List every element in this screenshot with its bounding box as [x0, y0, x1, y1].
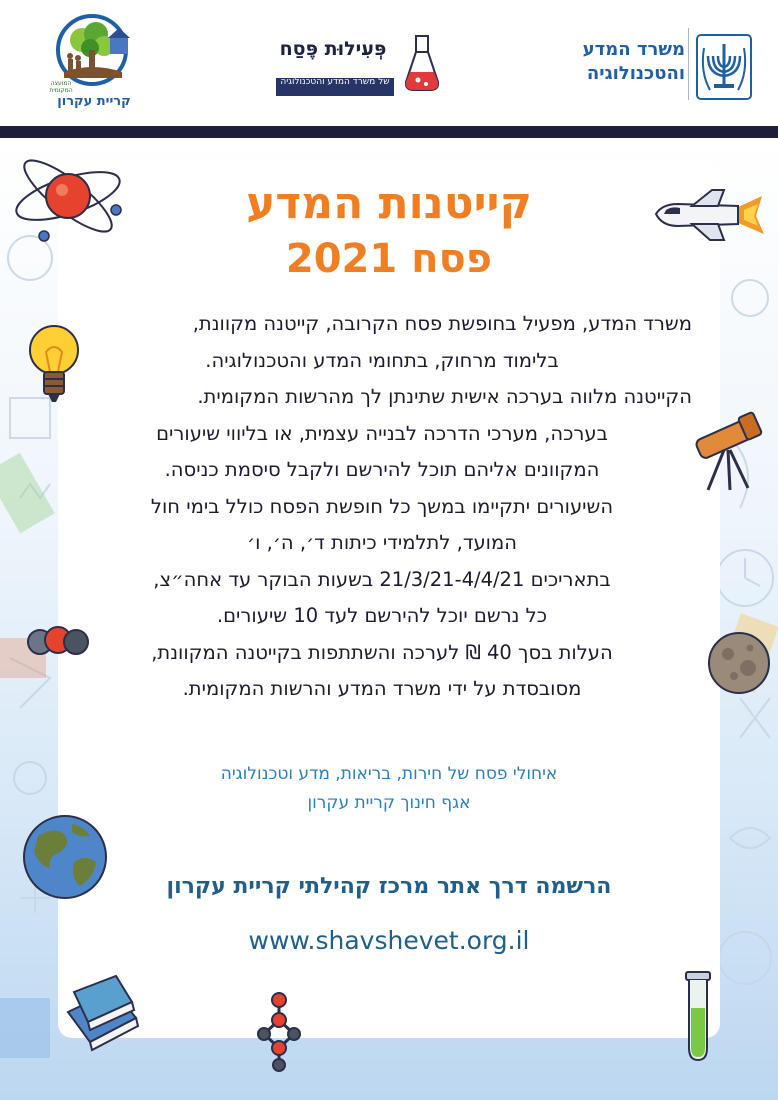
flyer-title-line1: קייטנות המדע: [246, 178, 532, 229]
header-divider: [688, 28, 689, 100]
greeting-line1: איחולי פסח של חירות, בריאות, מדע וטכנולוגיה: [220, 764, 558, 784]
ministry-name: [535, 38, 685, 86]
ministry-name-line1: משרד המדע: [582, 39, 685, 60]
body-line: בלימוד מרחוק, בתחומי המדע והטכנולוגיה.: [205, 348, 559, 372]
pesach-logo-subtitle: של משרד המדע והטכנולוגיה: [276, 78, 394, 96]
flyer-title-line2: פסח 2021: [285, 236, 493, 282]
books-icon: [62, 970, 146, 1054]
body-line: כל נרשם יוכל להירשם לעד 10 שיעורים.: [216, 604, 548, 627]
greeting-line2: אגף חינוך קריית עקרון: [307, 793, 471, 813]
body-line: מסובסדת על ידי משרד המדע והרשות המקומית.: [182, 677, 582, 700]
website-link[interactable]: www.shavshevet.org.il: [248, 926, 530, 955]
body-line: בערכה, מערכי הדרכה לבנייה עצמית, או בליווי שיעורים: [156, 421, 608, 445]
body-line: הקייטנה מלווה בערכה אישית שתינתן לך מהרשות המקומית.: [197, 385, 692, 408]
ministry-name-line2: והטכנולוגיה: [586, 63, 685, 84]
city-logo-name: קריית עקרון: [57, 94, 131, 109]
body-line: המקוונים אליהם תוכל להירשם ולקבל סיסמת כניסה.: [164, 458, 600, 481]
moon-icon: [706, 630, 772, 696]
body-line: המועד, לתלמידי כיתות ד׳, ה׳, ו׳: [247, 531, 517, 554]
header: [0, 0, 778, 126]
flyer-body: [72, 306, 692, 708]
body-line: השיעורים יתקיימו במשך כל חופשת הפסח כולל בימי חול: [150, 494, 614, 518]
test-tube-icon: [676, 968, 720, 1064]
header-bar: [0, 126, 778, 138]
ministry-emblem-icon: [696, 34, 752, 100]
body-line: בתאריכים 21/3/21-4/4/21 בשעות הבוקר עד אחה״צ,: [153, 567, 611, 591]
flask-icon: [402, 34, 442, 92]
city-logo-small-text: המועצה המקומית: [49, 80, 73, 94]
body-line: משרד המדע, מפעיל בחופשת פסח הקרובה, קייטנה מקוונת,: [192, 312, 692, 335]
body-line: העלות בסך 40 ₪ לערכה והשתתפות בקייטנה המקוונת,: [151, 640, 613, 664]
registration-text: הרשמה דרך אתר מרכז קהילתי קריית עקרון: [166, 874, 612, 899]
molecule-model-icon: [250, 990, 308, 1072]
pesach-logo-title: פְּעִילוּת פֶּסַח: [279, 38, 387, 60]
telescope-icon: [690, 410, 766, 492]
